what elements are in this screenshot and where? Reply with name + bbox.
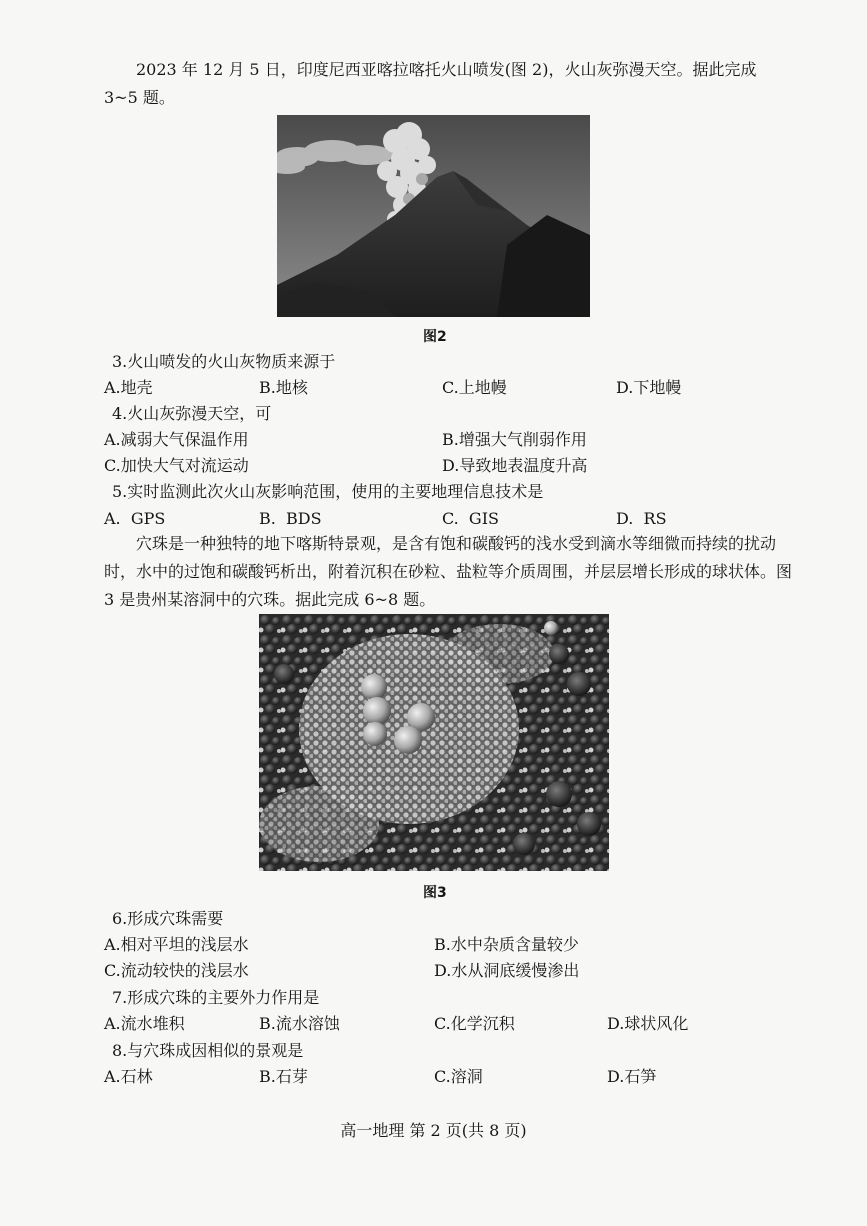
q8-option-a[interactable]: A.石林 bbox=[104, 1067, 153, 1086]
q3-option-b[interactable]: B.地核 bbox=[259, 378, 308, 397]
question-6-options-row1 bbox=[104, 933, 804, 957]
q8-option-d[interactable]: D.石笋 bbox=[607, 1067, 657, 1086]
question-6-stem: 6.形成穴珠需要 bbox=[112, 909, 224, 928]
question-6-options-row2 bbox=[104, 959, 804, 983]
q5-option-d[interactable]: D. RS bbox=[616, 509, 667, 528]
q6-option-d[interactable]: D.水从洞底缓慢渗出 bbox=[434, 961, 580, 980]
question-4-options-row1 bbox=[104, 428, 804, 452]
question-5-stem: 5.实时监测此次火山灰影响范围，使用的主要地理信息技术是 bbox=[112, 482, 544, 501]
q7-option-b[interactable]: B.流水溶蚀 bbox=[259, 1014, 340, 1033]
q4-option-b[interactable]: B.增强大气削弱作用 bbox=[442, 430, 587, 449]
question-8-options bbox=[104, 1065, 804, 1089]
q3-option-a[interactable]: A.地壳 bbox=[104, 378, 153, 397]
q7-option-a[interactable]: A.流水堆积 bbox=[104, 1014, 185, 1033]
question-7-stem: 7.形成穴珠的主要外力作用是 bbox=[112, 988, 320, 1007]
passage-volcano: 2023 年 12 月 5 日，印度尼西亚喀拉喀托火山喷发(图 2)，火山灰弥漫天空。据此完成 3~5 题。 bbox=[104, 60, 757, 107]
q5-option-c[interactable]: C. GIS bbox=[442, 509, 499, 528]
q8-option-b[interactable]: B.石芽 bbox=[259, 1067, 308, 1086]
volcano-photo bbox=[277, 115, 590, 317]
question-5-options bbox=[104, 507, 804, 531]
page-footer: 高一地理 第 2 页(共 8 页) bbox=[340, 1121, 527, 1140]
passage-cave-pearls: 穴珠是一种独特的地下喀斯特景观，是含有饱和碳酸钙的浅水受到滴水等细微而持续的扰动时，水中的过饱和碳酸钙析出，附着沉积在砂粒、盐粒等介质周围，并层层增长形成的球状体。图 3 是贵州某溶洞中的穴珠。据此完成 6~8 题。 bbox=[104, 534, 793, 609]
q4-option-a[interactable]: A.减弱大气保温作用 bbox=[104, 430, 249, 449]
question-3-stem: 3.火山喷发的火山灰物质来源于 bbox=[112, 352, 336, 371]
cave-pearls-photo bbox=[259, 614, 609, 871]
q4-option-c[interactable]: C.加快大气对流运动 bbox=[104, 456, 249, 475]
question-3-options bbox=[104, 376, 804, 400]
q4-option-d[interactable]: D.导致地表温度升高 bbox=[442, 456, 588, 475]
q5-option-a[interactable]: A. GPS bbox=[104, 509, 166, 528]
figure3-caption: 图3 bbox=[423, 885, 447, 901]
question-4-options-row2 bbox=[104, 454, 804, 478]
q7-option-d[interactable]: D.球状风化 bbox=[607, 1014, 689, 1033]
q8-option-c[interactable]: C.溶洞 bbox=[434, 1067, 483, 1086]
figure2-caption: 图2 bbox=[423, 329, 447, 345]
q3-option-d[interactable]: D.下地幔 bbox=[616, 378, 682, 397]
q6-option-a[interactable]: A.相对平坦的浅层水 bbox=[104, 935, 249, 954]
q6-option-b[interactable]: B.水中杂质含量较少 bbox=[434, 935, 579, 954]
q5-option-b[interactable]: B. BDS bbox=[259, 509, 322, 528]
question-4-stem: 4.火山灰弥漫天空，可 bbox=[112, 404, 272, 423]
question-8-stem: 8.与穴珠成因相似的景观是 bbox=[112, 1041, 304, 1060]
question-7-options bbox=[104, 1012, 804, 1036]
q7-option-c[interactable]: C.化学沉积 bbox=[434, 1014, 515, 1033]
q3-option-c[interactable]: C.上地幔 bbox=[442, 378, 507, 397]
q6-option-c[interactable]: C.流动较快的浅层水 bbox=[104, 961, 249, 980]
